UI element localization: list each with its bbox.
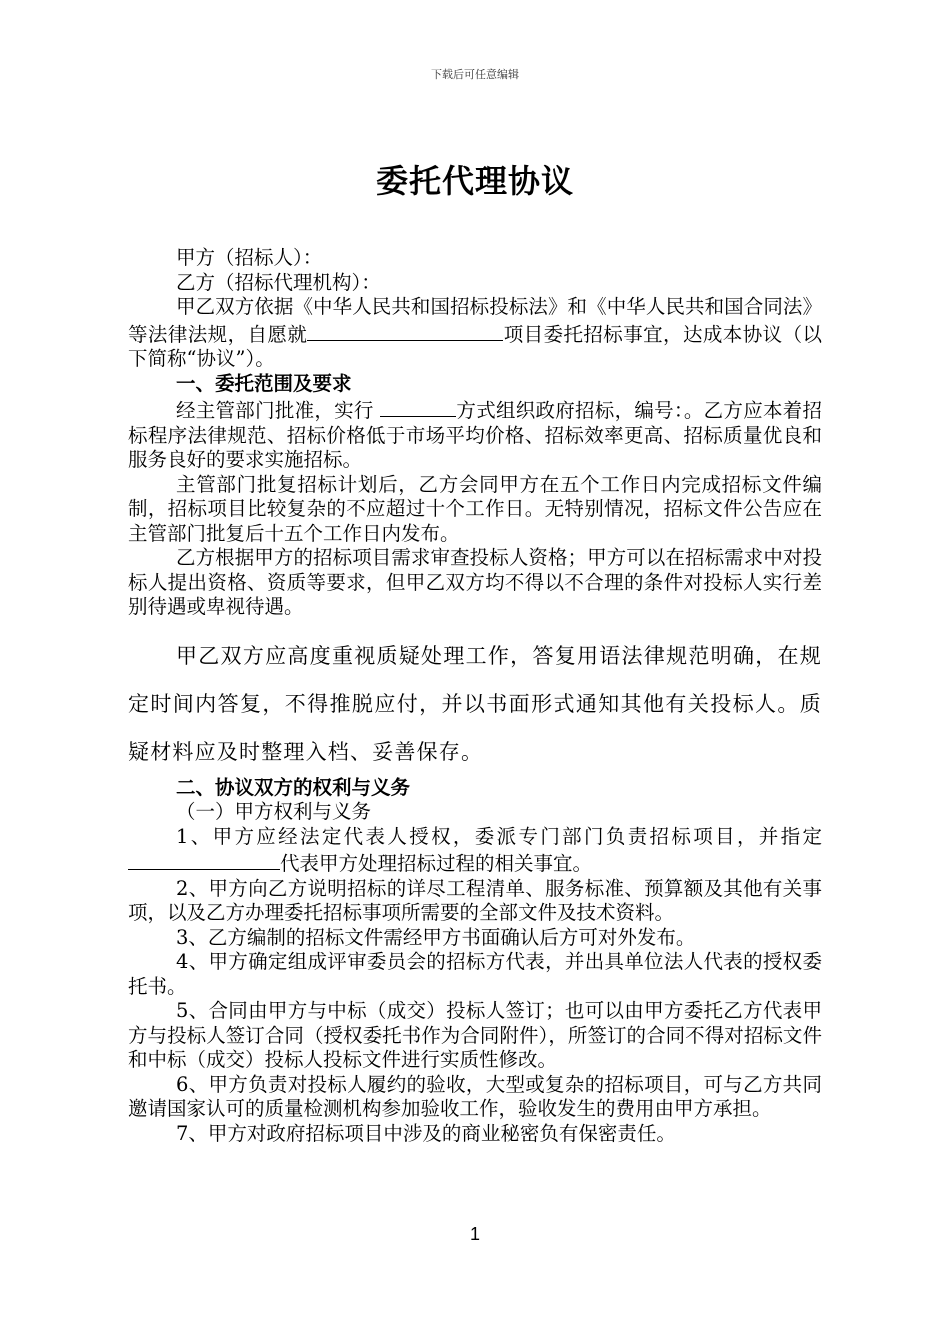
document-title: 委托代理协议 xyxy=(375,162,574,200)
section2-item-6: 6、甲方负责对投标人履约的验收，大型或复杂的招标项目，可与乙方共同邀请国家认可的质量检测机构参加验收工作，验收发生的费用由甲方承担。 xyxy=(128,1072,822,1120)
section1-heading: 一、委托范围及要求 xyxy=(176,371,352,395)
document-body xyxy=(128,246,822,1146)
party-b-line: 乙方（招标代理机构）： xyxy=(176,270,381,294)
representative-blank xyxy=(128,849,280,870)
project-name-blank xyxy=(307,320,503,341)
section1-paragraph-1 xyxy=(128,396,822,473)
section2-item-4: 4、甲方确定组成评审委员会的招标方代表，并出具单位法人代表的授权委托书。 xyxy=(128,950,822,998)
section1-paragraph-2: 主管部门批复招标计划后，乙方会同甲方在五个工作日内完成招标文件编制，招标项目比较复杂的不应超过十个工作日。无特别情况，招标文件公告应在主管部门批复后十五个工作日内发布。 xyxy=(128,472,822,545)
section1-p1-text-2: 方式组织政府招标，编号：。乙方应本着招标程序法律规范、招标价格低于市场平均价格、招标效率更高、招标质量优良和服务良好的要求实施招标。 xyxy=(128,399,822,471)
item1-text-1: 1、甲方应经法定代表人授权，委派专门部门负责招标项目，并指定 xyxy=(176,824,822,848)
section2-item-5: 5、合同由甲方与中标（成交）投标人签订；也可以由甲方委托乙方代表甲方与投标人签订合同（授权委托书作为合同附件），所签订的合同不得对招标文件和中标（成交）投标人投标文件进行实质性修改。 xyxy=(128,999,822,1071)
section2-item-2: 2、甲方向乙方说明招标的详尽工程清单、服务标准、预算额及其他有关事项，以及乙方办理委托招标事项所需要的全部文件及技术资料。 xyxy=(128,876,822,924)
section2-subheading: （一）甲方权利与义务 xyxy=(176,800,372,823)
intro-text-2: 项目委托招标事宜，达成本协议（以下简称“协议”）。 xyxy=(128,322,822,370)
intro-text-1: 甲乙双方依据《中华人民共和国招标投标法》和《中华人民共和国合同法》等法律法规，自愿就 xyxy=(128,295,822,346)
page-number: 1 xyxy=(469,1224,480,1244)
section2-item-1 xyxy=(128,825,822,877)
party-a-line: 甲方（招标人）： xyxy=(176,246,323,269)
method-blank xyxy=(380,396,456,417)
section2-item-7: 7、甲方对政府招标项目中涉及的商业秘密负有保密责任。 xyxy=(176,1121,676,1145)
section2-heading: 二、协议双方的权利与义务 xyxy=(176,775,411,799)
intro-paragraph xyxy=(128,295,822,372)
section2-item-3: 3、乙方编制的招标文件需经甲方书面确认后方可对外发布。 xyxy=(176,925,696,949)
section1-paragraph-4: 甲乙双方应高度重视质疑处理工作，答复用语法律规范明确，在规定时间内答复，不得推脱应付，并以书面形式通知其他有关投标人。质疑材料应及时整理入档、妥善保存。 xyxy=(128,643,822,764)
page-header: 下载后可任意编辑 xyxy=(431,68,519,81)
item1-text-2: 代表甲方处理招标过程的相关事宜。 xyxy=(280,852,593,875)
section1-paragraph-3: 乙方根据甲方的招标项目需求审查投标人资格；甲方可以在招标需求中对投标人提出资格、资质等要求，但甲乙双方均不得以不合理的条件对投标人实行差别待遇或卑视待遇。 xyxy=(128,546,822,618)
section1-p1-text-1: 经主管部门批准，实行 xyxy=(176,399,381,422)
